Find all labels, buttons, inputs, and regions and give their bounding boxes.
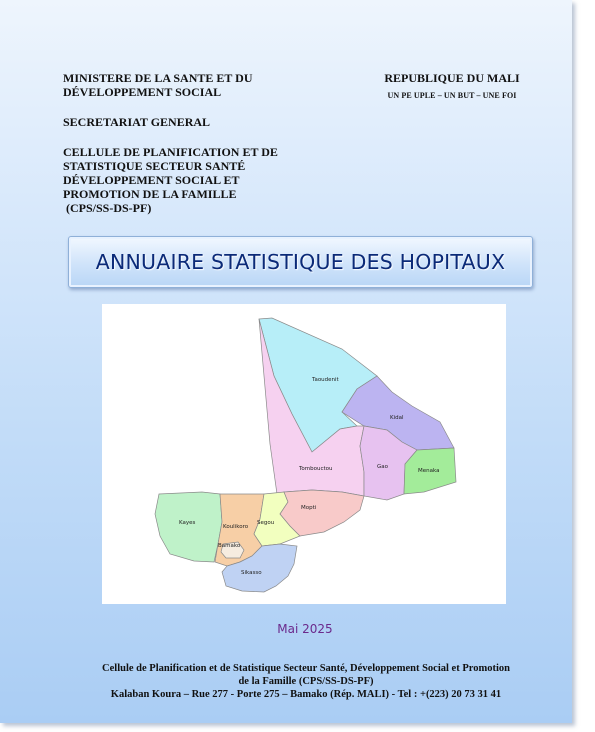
secretariat-name: SECRETARIAT GENERAL [63,115,211,129]
label-tombouctou: Tombouctou [299,466,333,472]
ministry-name-line1: MINISTERE DE LA SANTE ET DU [63,71,253,85]
cell-name-line1: CELLULE DE PLANIFICATION ET DE [63,145,278,159]
footer-line1: Cellule de Planification et de Statistique Secteur Santé, Développement Social et Promotion [102,663,510,674]
label-segou: Segou [257,520,275,526]
footer-line3: Kalaban Koura – Rue 277 - Porte 275 – Bamako (Rép. MALI) - Tel : +(223) 20 73 31 41 [110,689,502,700]
country-name: REPUBLIQUE DU MALI [384,71,520,85]
cell-name-line2: STATISTIQUE SECTEUR SANTÉ [63,159,246,173]
label-taoudenit: Taoudenit [312,377,339,383]
label-kayes: Kayes [179,520,196,526]
label-koulikoro: Koulikoro [223,524,249,530]
ministry-header [63,71,303,215]
cell-name-line4: PROMOTION DE LA FAMILLE [63,187,237,201]
label-kidal: Kidal [390,415,404,421]
map-svg [102,304,506,604]
footer-address [56,662,556,701]
mali-regions-map [102,304,506,604]
cell-acronym: (CPS/SS-DS-PF) [63,201,152,215]
republic-header [372,71,532,102]
label-sikasso: Sikasso [241,570,262,576]
cell-name-line3: DÉVELOPPEMENT SOCIAL ET [63,173,240,187]
footer-line2: de la Famille (CPS/SS-DS-PF) [238,676,374,687]
title-banner [68,236,533,288]
ministry-name-line2: DÉVELOPPEMENT SOCIAL [63,85,222,99]
report-title: ANNUAIRE STATISTIQUE DES HOPITAUX [95,250,506,274]
label-gao: Gao [377,464,388,470]
label-mopti: Mopti [301,505,317,511]
region-kayes [155,492,222,562]
national-motto: UN PE UPLE – UN BUT – UNE FOI [387,91,517,100]
label-bamako: Bamako [218,543,241,549]
publication-date: Mai 2025 [277,622,333,636]
label-menaka: Menaka [418,468,440,474]
